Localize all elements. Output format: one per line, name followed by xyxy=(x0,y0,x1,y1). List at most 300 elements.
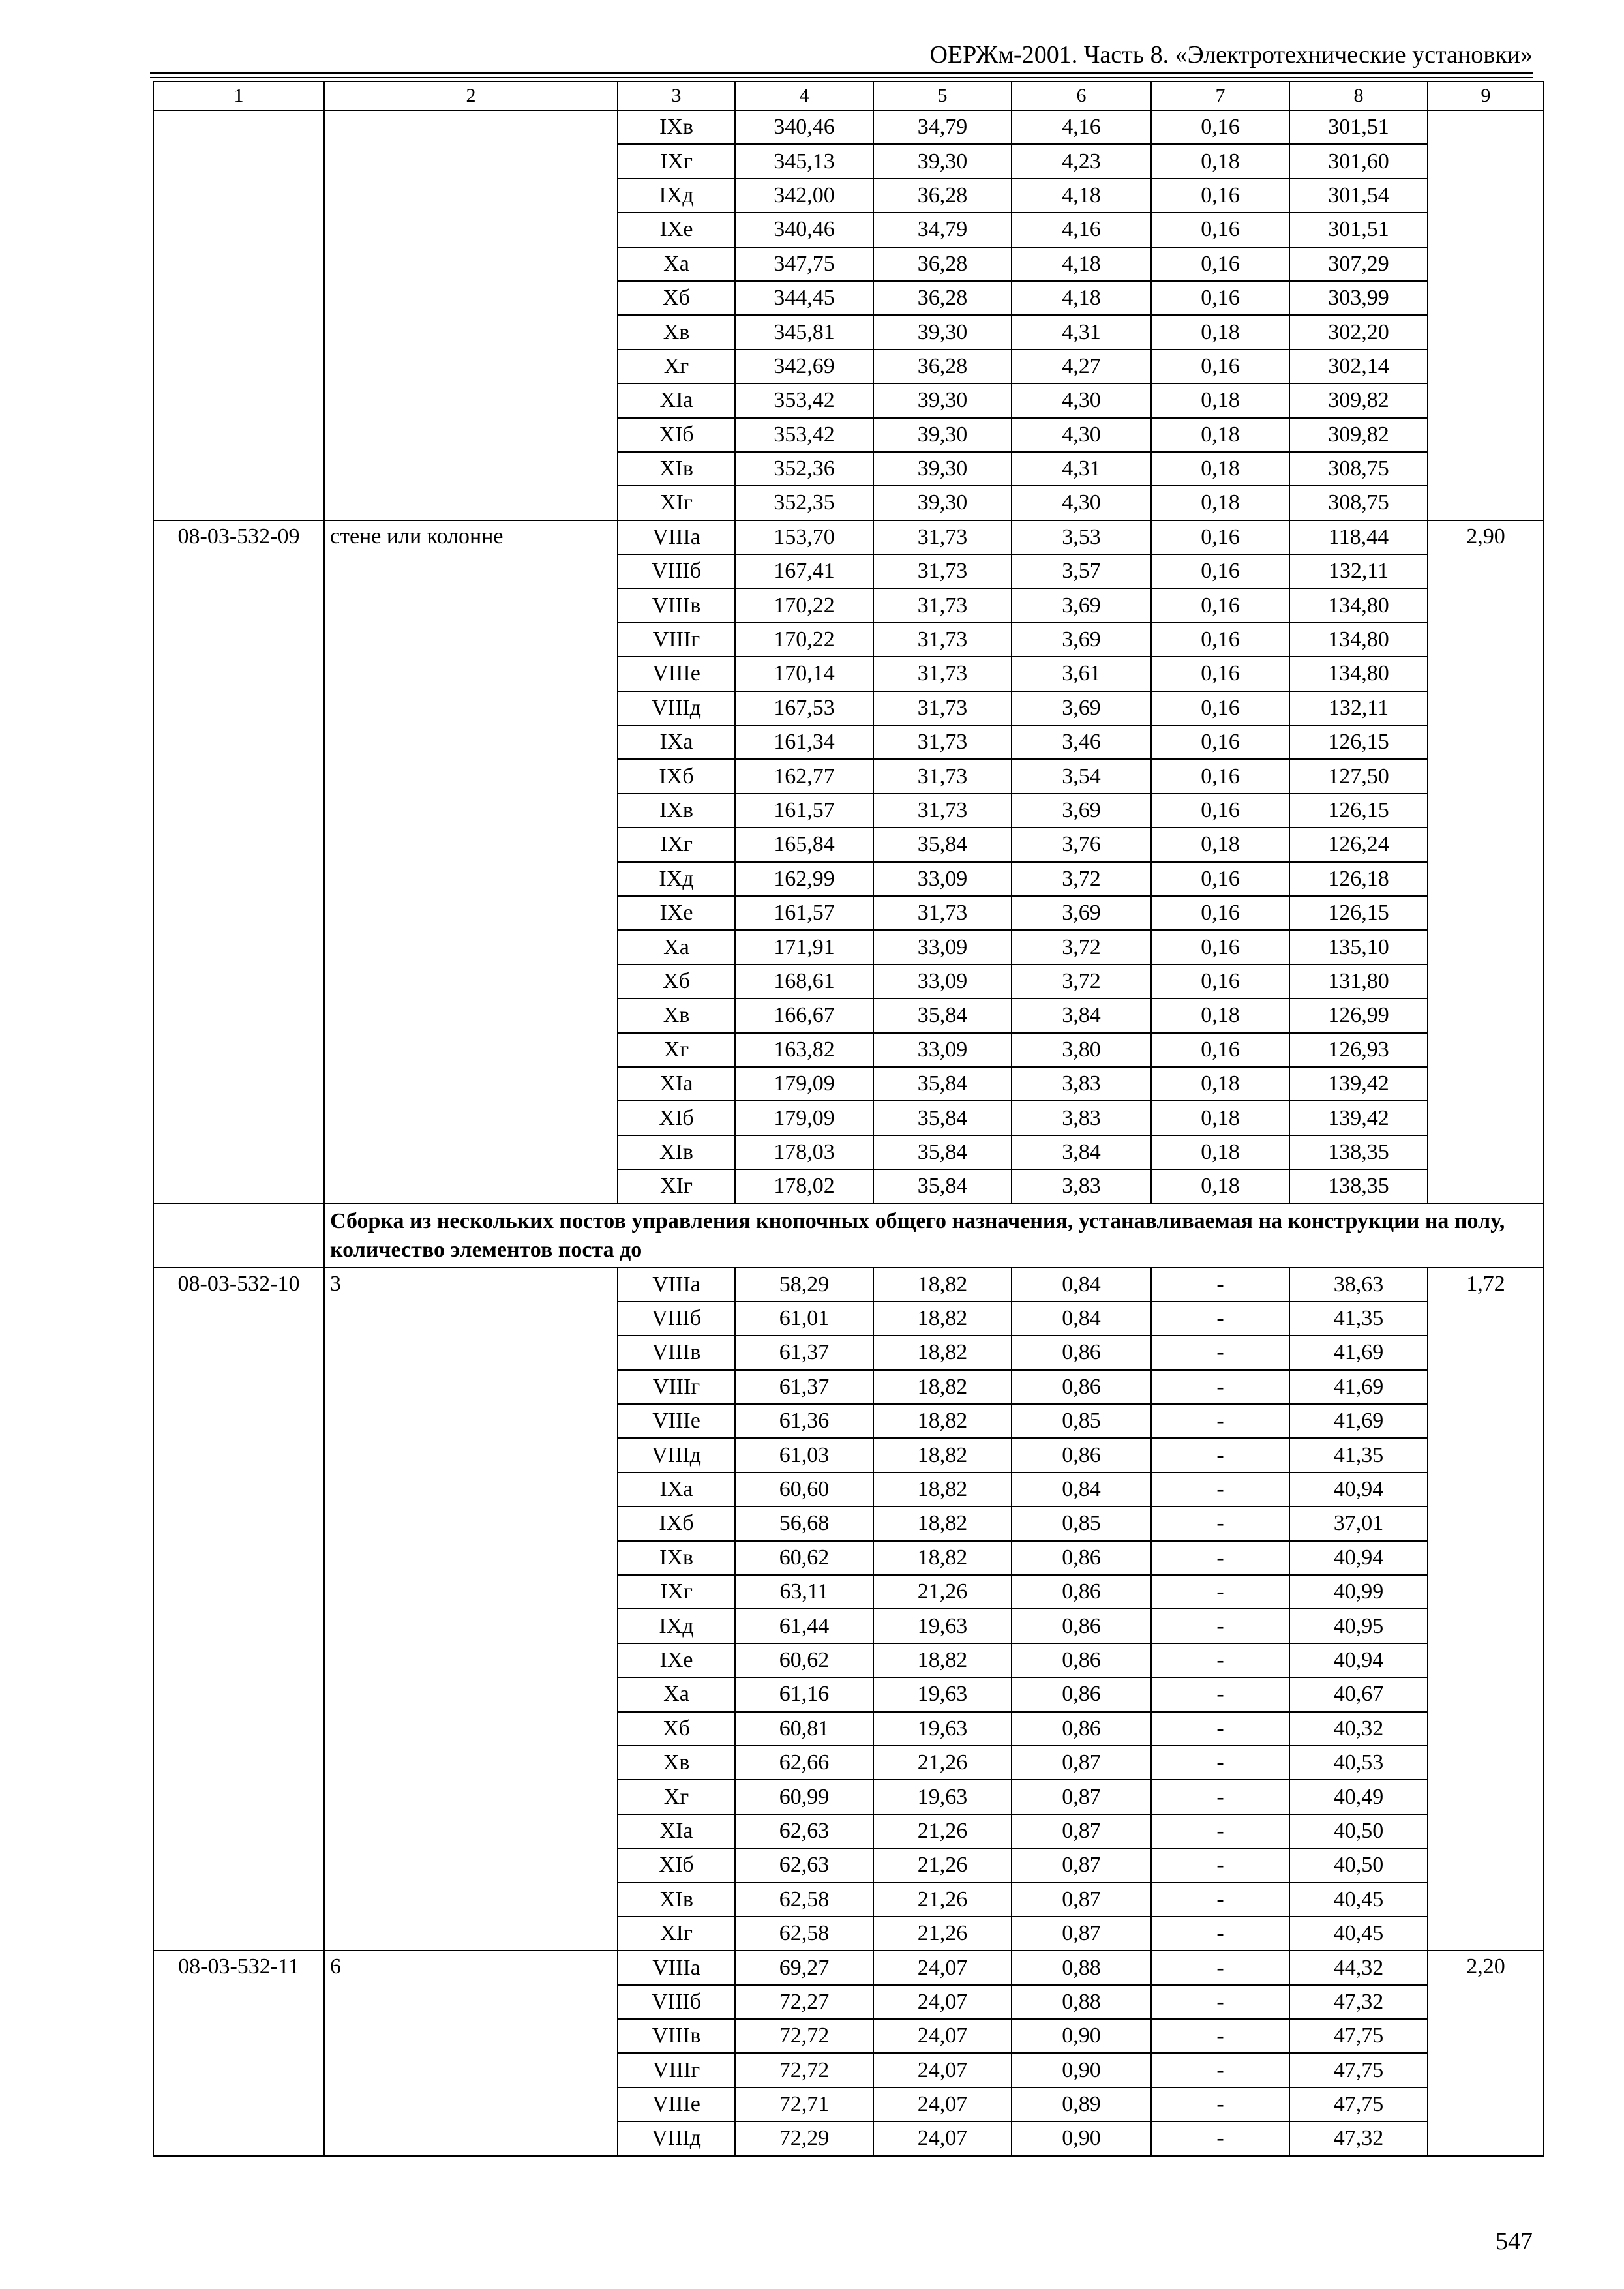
value-cell: 18,82 xyxy=(873,1541,1012,1575)
header-rule xyxy=(150,72,1533,74)
value-cell: 4,30 xyxy=(1012,486,1151,520)
column-number-cell: 5 xyxy=(873,82,1012,110)
value-cell: 3,53 xyxy=(1012,520,1151,554)
value-cell: 0,18 xyxy=(1151,452,1289,486)
value-cell: 302,14 xyxy=(1289,350,1428,383)
value-cell: 161,57 xyxy=(735,896,873,930)
value-cell: - xyxy=(1151,1951,1289,1984)
value-cell: 345,81 xyxy=(735,315,873,349)
value-cell: 139,42 xyxy=(1289,1101,1428,1135)
value-cell: 31,73 xyxy=(873,725,1012,759)
value-cell: 345,13 xyxy=(735,144,873,178)
region-cell: XIв xyxy=(618,1883,735,1917)
norm-code xyxy=(153,110,324,520)
value-cell: 161,57 xyxy=(735,794,873,828)
value-cell: 62,66 xyxy=(735,1746,873,1780)
region-cell: Xа xyxy=(618,247,735,281)
region-cell: XIг xyxy=(618,1917,735,1951)
value-cell: 126,18 xyxy=(1289,862,1428,896)
value-cell: 72,27 xyxy=(735,1985,873,2019)
value-cell: 301,54 xyxy=(1289,179,1428,213)
value-cell: 47,75 xyxy=(1289,2087,1428,2121)
value-cell: 4,27 xyxy=(1012,350,1151,383)
value-cell: 60,62 xyxy=(735,1643,873,1677)
value-cell: 132,11 xyxy=(1289,554,1428,588)
value-cell: 162,77 xyxy=(735,759,873,793)
value-cell: 167,41 xyxy=(735,554,873,588)
value-cell: 63,11 xyxy=(735,1575,873,1609)
value-cell: 0,86 xyxy=(1012,1712,1151,1746)
region-cell: VIIIг xyxy=(618,1370,735,1404)
region-cell: Xб xyxy=(618,965,735,998)
value-cell: 35,84 xyxy=(873,1101,1012,1135)
value-cell: 3,76 xyxy=(1012,828,1151,861)
value-cell: 0,18 xyxy=(1151,315,1289,349)
region-cell: IXе xyxy=(618,213,735,247)
value-cell: 40,45 xyxy=(1289,1883,1428,1917)
value-cell: - xyxy=(1151,1336,1289,1369)
value-cell: - xyxy=(1151,1268,1289,1302)
region-cell: IXе xyxy=(618,1643,735,1677)
value-cell: 47,75 xyxy=(1289,2053,1428,2087)
value-cell: 301,51 xyxy=(1289,110,1428,144)
value-cell: 24,07 xyxy=(873,1985,1012,2019)
value-cell: 118,44 xyxy=(1289,520,1428,554)
value-cell: 18,82 xyxy=(873,1302,1012,1336)
value-cell: 21,26 xyxy=(873,1917,1012,1951)
value-cell: 3,61 xyxy=(1012,657,1151,691)
region-cell: VIIIб xyxy=(618,554,735,588)
value-cell: 35,84 xyxy=(873,1135,1012,1169)
value-cell: 3,46 xyxy=(1012,725,1151,759)
value-cell: 0,16 xyxy=(1151,862,1289,896)
value-cell: 34,79 xyxy=(873,110,1012,144)
value-cell: - xyxy=(1151,1677,1289,1711)
value-cell: 178,03 xyxy=(735,1135,873,1169)
value-cell: 18,82 xyxy=(873,1473,1012,1506)
value-cell: 0,16 xyxy=(1151,554,1289,588)
norm-name: стене или колонне xyxy=(324,520,618,1204)
region-cell: VIIIв xyxy=(618,1336,735,1369)
value-cell: 18,82 xyxy=(873,1370,1012,1404)
value-cell: 61,03 xyxy=(735,1438,873,1472)
value-cell: 0,86 xyxy=(1012,1677,1151,1711)
value-cell: 40,94 xyxy=(1289,1643,1428,1677)
value-cell: 161,34 xyxy=(735,725,873,759)
value-cell: 138,35 xyxy=(1289,1135,1428,1169)
value-cell: - xyxy=(1151,1643,1289,1677)
value-cell: 126,15 xyxy=(1289,896,1428,930)
value-cell: 0,87 xyxy=(1012,1883,1151,1917)
value-cell: 56,68 xyxy=(735,1506,873,1540)
value-cell: 0,86 xyxy=(1012,1541,1151,1575)
value-cell: 62,63 xyxy=(735,1848,873,1882)
value-cell: 3,72 xyxy=(1012,930,1151,964)
value-cell: 0,86 xyxy=(1012,1575,1151,1609)
region-cell: VIIIа xyxy=(618,1268,735,1302)
value-cell: 0,16 xyxy=(1151,759,1289,793)
value-cell: - xyxy=(1151,1746,1289,1780)
value-cell: 309,82 xyxy=(1289,418,1428,452)
value-cell: 0,18 xyxy=(1151,828,1289,861)
value-cell: 72,72 xyxy=(735,2053,873,2087)
value-cell: 179,09 xyxy=(735,1101,873,1135)
region-cell: Xг xyxy=(618,1780,735,1814)
value-cell: 0,87 xyxy=(1012,1848,1151,1882)
value-cell: 62,58 xyxy=(735,1883,873,1917)
value-cell: - xyxy=(1151,1302,1289,1336)
region-cell: IXд xyxy=(618,862,735,896)
value-cell: 0,90 xyxy=(1012,2053,1151,2087)
value-cell: 126,15 xyxy=(1289,725,1428,759)
value-cell: 47,32 xyxy=(1289,1985,1428,2019)
value-cell: 340,46 xyxy=(735,110,873,144)
value-cell: - xyxy=(1151,1985,1289,2019)
value-cell: 34,79 xyxy=(873,213,1012,247)
value-cell: 24,07 xyxy=(873,2053,1012,2087)
value-cell: - xyxy=(1151,1473,1289,1506)
value-cell: 39,30 xyxy=(873,452,1012,486)
value-cell: 61,37 xyxy=(735,1336,873,1369)
value-cell: 0,88 xyxy=(1012,1951,1151,1984)
section-title: Сборка из нескольких постов управления кнопочных общего назначения, устанавливаемая на конструкции на полу, количество элементов поста до xyxy=(324,1204,1544,1268)
value-cell: 352,35 xyxy=(735,486,873,520)
value-cell: 3,69 xyxy=(1012,623,1151,657)
norm-name xyxy=(324,110,618,520)
table-body xyxy=(153,82,1544,2156)
value-cell: - xyxy=(1151,2121,1289,2155)
norms-table xyxy=(153,81,1544,2157)
value-cell: 342,00 xyxy=(735,179,873,213)
norm-code: 08-03-532-10 xyxy=(153,1268,324,1951)
value-cell: 3,69 xyxy=(1012,896,1151,930)
region-cell: IXд xyxy=(618,1609,735,1643)
value-cell: 3,80 xyxy=(1012,1033,1151,1067)
region-cell: VIIIе xyxy=(618,657,735,691)
region-cell: VIIIд xyxy=(618,2121,735,2155)
value-cell: 153,70 xyxy=(735,520,873,554)
value-cell: 21,26 xyxy=(873,1746,1012,1780)
value-cell: 40,95 xyxy=(1289,1609,1428,1643)
value-cell: 36,28 xyxy=(873,247,1012,281)
value-cell: 35,84 xyxy=(873,1067,1012,1101)
region-cell: IXе xyxy=(618,896,735,930)
value-cell: 0,16 xyxy=(1151,213,1289,247)
value-cell: 24,07 xyxy=(873,2087,1012,2121)
value-cell: 0,16 xyxy=(1151,179,1289,213)
region-cell: Xв xyxy=(618,998,735,1032)
value-cell: 41,35 xyxy=(1289,1302,1428,1336)
value-cell: - xyxy=(1151,1370,1289,1404)
value-cell: 0,86 xyxy=(1012,1438,1151,1472)
value-cell: 18,82 xyxy=(873,1404,1012,1438)
value-cell: 4,18 xyxy=(1012,179,1151,213)
value-cell: 60,62 xyxy=(735,1541,873,1575)
value-cell: 0,16 xyxy=(1151,247,1289,281)
value-cell: 33,09 xyxy=(873,930,1012,964)
value-cell: 4,16 xyxy=(1012,213,1151,247)
value-cell: 0,16 xyxy=(1151,965,1289,998)
value-cell: 353,42 xyxy=(735,383,873,417)
value-cell: - xyxy=(1151,1404,1289,1438)
value-cell: 0,16 xyxy=(1151,896,1289,930)
region-cell: VIIIа xyxy=(618,520,735,554)
value-cell: 0,18 xyxy=(1151,144,1289,178)
region-cell: XIб xyxy=(618,418,735,452)
value-cell: 0,18 xyxy=(1151,998,1289,1032)
value-cell: 61,16 xyxy=(735,1677,873,1711)
region-cell: IXб xyxy=(618,759,735,793)
value-cell: 47,32 xyxy=(1289,2121,1428,2155)
norm-code: 08-03-532-11 xyxy=(153,1951,324,2155)
value-cell: 0,87 xyxy=(1012,1780,1151,1814)
table-row xyxy=(153,110,1544,144)
value-cell: 0,18 xyxy=(1151,1067,1289,1101)
value-cell: 61,44 xyxy=(735,1609,873,1643)
page-header-title: ОЕРЖм-2001. Часть 8. «Электротехнические установки» xyxy=(929,41,1533,68)
value-cell: 0,18 xyxy=(1151,1135,1289,1169)
value-cell: 18,82 xyxy=(873,1506,1012,1540)
value-cell: 40,50 xyxy=(1289,1848,1428,1882)
table-row xyxy=(153,1951,1544,1984)
value-cell: 301,60 xyxy=(1289,144,1428,178)
value-cell: 347,75 xyxy=(735,247,873,281)
value-cell: 72,72 xyxy=(735,2019,873,2053)
value-cell: 36,28 xyxy=(873,281,1012,315)
value-cell: - xyxy=(1151,1438,1289,1472)
value-cell: 39,30 xyxy=(873,144,1012,178)
value-cell: - xyxy=(1151,1541,1289,1575)
value-cell: 38,63 xyxy=(1289,1268,1428,1302)
value-cell: 35,84 xyxy=(873,1169,1012,1203)
norm-name: 6 xyxy=(324,1951,618,2155)
value-cell: 39,30 xyxy=(873,315,1012,349)
value-cell: 308,75 xyxy=(1289,486,1428,520)
value-cell: 4,16 xyxy=(1012,110,1151,144)
region-cell: VIIIг xyxy=(618,623,735,657)
value-cell: 139,42 xyxy=(1289,1067,1428,1101)
value-cell: 126,15 xyxy=(1289,794,1428,828)
value-cell: - xyxy=(1151,1712,1289,1746)
page-number: 547 xyxy=(1496,2228,1533,2255)
value-cell: 62,63 xyxy=(735,1814,873,1848)
value-cell: 31,73 xyxy=(873,759,1012,793)
value-cell: 127,50 xyxy=(1289,759,1428,793)
column-number-cell: 6 xyxy=(1012,82,1151,110)
header-rule-secondary xyxy=(150,77,1533,78)
value-cell: 33,09 xyxy=(873,965,1012,998)
value-cell: - xyxy=(1151,1609,1289,1643)
value-cell: 40,50 xyxy=(1289,1814,1428,1848)
value-cell: 3,83 xyxy=(1012,1067,1151,1101)
value-cell: - xyxy=(1151,2087,1289,2121)
value-cell: 132,11 xyxy=(1289,691,1428,725)
table-row xyxy=(153,1268,1544,1302)
value-cell: 167,53 xyxy=(735,691,873,725)
value-cell: 0,87 xyxy=(1012,1917,1151,1951)
value-cell: 21,26 xyxy=(873,1848,1012,1882)
column-number-cell: 7 xyxy=(1151,82,1289,110)
value-cell: 0,86 xyxy=(1012,1609,1151,1643)
value-cell: 0,87 xyxy=(1012,1814,1151,1848)
value-cell: 60,60 xyxy=(735,1473,873,1506)
column-number-cell: 4 xyxy=(735,82,873,110)
value-cell: 302,20 xyxy=(1289,315,1428,349)
value-cell: 0,90 xyxy=(1012,2019,1151,2053)
region-cell: IXд xyxy=(618,179,735,213)
value-cell: 31,73 xyxy=(873,657,1012,691)
region-cell: VIIIв xyxy=(618,588,735,622)
value-cell: 0,16 xyxy=(1151,110,1289,144)
region-cell: IXг xyxy=(618,1575,735,1609)
value-cell: 40,94 xyxy=(1289,1473,1428,1506)
value-cell: 163,82 xyxy=(735,1033,873,1067)
value-cell: 40,45 xyxy=(1289,1917,1428,1951)
value-cell: - xyxy=(1151,1883,1289,1917)
value-cell: 0,16 xyxy=(1151,794,1289,828)
value-cell: 60,81 xyxy=(735,1712,873,1746)
value-cell: 72,29 xyxy=(735,2121,873,2155)
value-cell: 41,35 xyxy=(1289,1438,1428,1472)
value-cell: 0,86 xyxy=(1012,1643,1151,1677)
value-cell: 303,99 xyxy=(1289,281,1428,315)
region-cell: Xг xyxy=(618,1033,735,1067)
column-number-cell: 9 xyxy=(1428,82,1544,110)
region-cell: XIв xyxy=(618,452,735,486)
value-cell: 0,16 xyxy=(1151,1033,1289,1067)
value-cell: 340,46 xyxy=(735,213,873,247)
value-cell: 4,18 xyxy=(1012,247,1151,281)
value-cell: 126,93 xyxy=(1289,1033,1428,1067)
region-cell: VIIIд xyxy=(618,691,735,725)
value-cell: 36,28 xyxy=(873,179,1012,213)
value-cell: 40,49 xyxy=(1289,1780,1428,1814)
value-cell: 33,09 xyxy=(873,862,1012,896)
value-cell: 31,73 xyxy=(873,554,1012,588)
value-cell: 0,18 xyxy=(1151,383,1289,417)
region-cell: IXг xyxy=(618,144,735,178)
value-cell: 0,18 xyxy=(1151,1169,1289,1203)
value-cell: - xyxy=(1151,1814,1289,1848)
value-cell: 3,69 xyxy=(1012,588,1151,622)
value-cell: 19,63 xyxy=(873,1780,1012,1814)
region-cell: VIIIб xyxy=(618,1985,735,2019)
labor-cost-cell: 2,20 xyxy=(1428,1951,1544,2155)
value-cell: 39,30 xyxy=(873,486,1012,520)
column-number-cell: 3 xyxy=(618,82,735,110)
labor-cost-cell: 1,72 xyxy=(1428,1268,1544,1951)
value-cell: 0,88 xyxy=(1012,1985,1151,2019)
value-cell: 41,69 xyxy=(1289,1336,1428,1369)
value-cell: - xyxy=(1151,1575,1289,1609)
value-cell: 0,16 xyxy=(1151,623,1289,657)
value-cell: 18,82 xyxy=(873,1438,1012,1472)
value-cell: 44,32 xyxy=(1289,1951,1428,1984)
value-cell: 41,69 xyxy=(1289,1404,1428,1438)
value-cell: 4,30 xyxy=(1012,418,1151,452)
value-cell: 19,63 xyxy=(873,1712,1012,1746)
region-cell: Xа xyxy=(618,1677,735,1711)
value-cell: 135,10 xyxy=(1289,930,1428,964)
region-cell: XIа xyxy=(618,383,735,417)
value-cell: 3,83 xyxy=(1012,1169,1151,1203)
table-row xyxy=(153,520,1544,554)
region-cell: Xв xyxy=(618,315,735,349)
value-cell: 40,94 xyxy=(1289,1541,1428,1575)
value-cell: 18,82 xyxy=(873,1643,1012,1677)
column-number-cell: 1 xyxy=(153,82,324,110)
region-cell: XIв xyxy=(618,1135,735,1169)
value-cell: 69,27 xyxy=(735,1951,873,1984)
region-cell: IXб xyxy=(618,1506,735,1540)
region-cell: Xб xyxy=(618,1712,735,1746)
value-cell: 36,28 xyxy=(873,350,1012,383)
value-cell: 165,84 xyxy=(735,828,873,861)
value-cell: - xyxy=(1151,2019,1289,2053)
value-cell: 134,80 xyxy=(1289,657,1428,691)
value-cell: 40,67 xyxy=(1289,1677,1428,1711)
value-cell: 0,89 xyxy=(1012,2087,1151,2121)
value-cell: 309,82 xyxy=(1289,383,1428,417)
value-cell: 35,84 xyxy=(873,998,1012,1032)
value-cell: 31,73 xyxy=(873,896,1012,930)
norm-code: 08-03-532-09 xyxy=(153,520,324,1204)
value-cell: 3,69 xyxy=(1012,691,1151,725)
region-cell: XIб xyxy=(618,1101,735,1135)
section-row xyxy=(153,1204,1544,1268)
value-cell: 18,82 xyxy=(873,1336,1012,1369)
value-cell: 61,36 xyxy=(735,1404,873,1438)
value-cell: 308,75 xyxy=(1289,452,1428,486)
value-cell: 126,24 xyxy=(1289,828,1428,861)
region-cell: IXа xyxy=(618,1473,735,1506)
region-cell: IXв xyxy=(618,794,735,828)
value-cell: 4,18 xyxy=(1012,281,1151,315)
value-cell: 0,18 xyxy=(1151,418,1289,452)
region-cell: IXг xyxy=(618,828,735,861)
value-cell: 60,99 xyxy=(735,1780,873,1814)
value-cell: 3,72 xyxy=(1012,965,1151,998)
value-cell: 31,73 xyxy=(873,588,1012,622)
value-cell: 18,82 xyxy=(873,1268,1012,1302)
value-cell: 0,86 xyxy=(1012,1336,1151,1369)
region-cell: XIг xyxy=(618,486,735,520)
value-cell: 4,31 xyxy=(1012,452,1151,486)
value-cell: 21,26 xyxy=(873,1814,1012,1848)
value-cell: 47,75 xyxy=(1289,2019,1428,2053)
value-cell: 40,53 xyxy=(1289,1746,1428,1780)
region-cell: VIIIе xyxy=(618,1404,735,1438)
region-cell: XIб xyxy=(618,1848,735,1882)
region-cell: VIIIд xyxy=(618,1438,735,1472)
value-cell: 61,01 xyxy=(735,1302,873,1336)
value-cell: 3,83 xyxy=(1012,1101,1151,1135)
value-cell: 19,63 xyxy=(873,1677,1012,1711)
value-cell: 24,07 xyxy=(873,2121,1012,2155)
value-cell: 307,29 xyxy=(1289,247,1428,281)
value-cell: 61,37 xyxy=(735,1370,873,1404)
value-cell: 3,54 xyxy=(1012,759,1151,793)
region-cell: XIг xyxy=(618,1169,735,1203)
value-cell: 33,09 xyxy=(873,1033,1012,1067)
value-cell: 134,80 xyxy=(1289,623,1428,657)
region-cell: VIIIг xyxy=(618,2053,735,2087)
value-cell: 40,99 xyxy=(1289,1575,1428,1609)
value-cell: 168,61 xyxy=(735,965,873,998)
value-cell: 40,32 xyxy=(1289,1712,1428,1746)
value-cell: - xyxy=(1151,1848,1289,1882)
value-cell: 170,14 xyxy=(735,657,873,691)
